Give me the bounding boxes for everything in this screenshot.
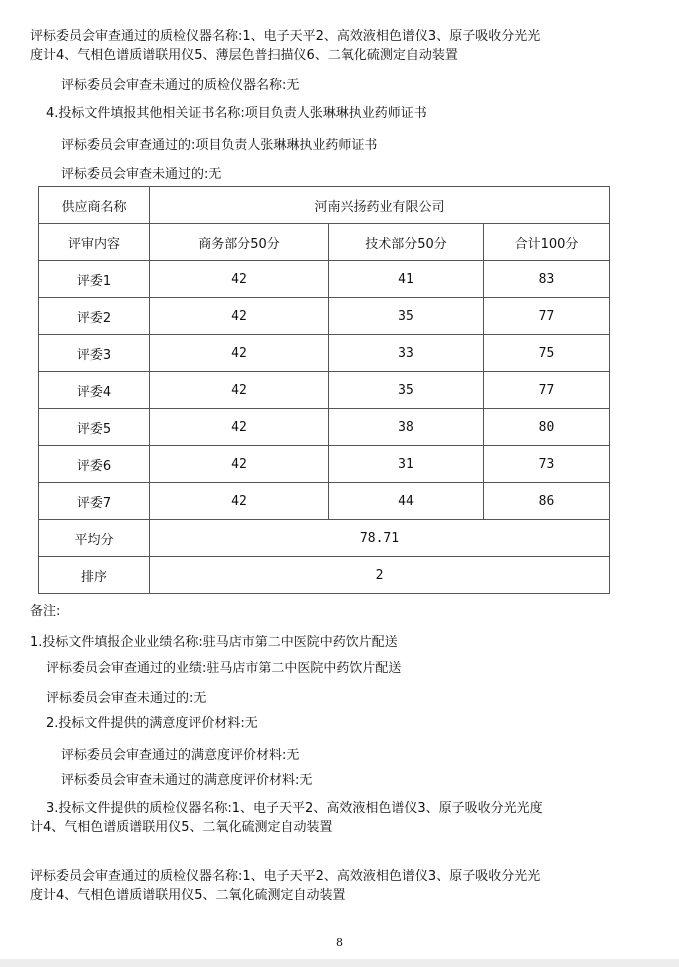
rank-label: 排序	[39, 557, 150, 594]
text-line: 3.投标文件提供的质检仪器名称:1、电子天平2、高效液相色谱仪3、原子吸收分光光度	[46, 801, 543, 816]
text-line: 评标委员会审查通过的满意度评价材料:无	[61, 748, 300, 763]
text-line: 评标委员会审查通过的质检仪器名称:1、电子天平2、高效液相色谱仪3、原子吸收分光光	[30, 869, 541, 884]
text-line: 4.投标文件填报其他相关证书名称:项目负责人张琳琳执业药师证书	[46, 106, 427, 121]
text-line: 评标委员会审查通过的业绩:驻马店市第二中医院中药饮片配送	[46, 661, 402, 676]
business-score: 42	[150, 335, 329, 372]
supplier-name: 河南兴扬药业有限公司	[150, 187, 610, 224]
col-tech-header: 技术部分50分	[329, 224, 484, 261]
table-row	[39, 446, 610, 483]
judge-label: 评委1	[39, 261, 150, 298]
average-label: 平均分	[39, 520, 150, 557]
text-line: 计4、气相色谱质谱联用仪5、二氧化硫测定自动装置	[30, 820, 333, 835]
notes-heading: 备注:	[30, 604, 61, 619]
total-score: 80	[484, 409, 610, 446]
tech-score: 31	[329, 446, 484, 483]
business-score: 42	[150, 261, 329, 298]
business-score: 42	[150, 409, 329, 446]
text-line: 评标委员会审查通过的:项目负责人张琳琳执业药师证书	[61, 138, 378, 153]
text-line: 度计4、气相色谱质谱联用仪5、二氧化硫测定自动装置	[30, 888, 346, 903]
col-total-header: 合计100分	[484, 224, 610, 261]
judge-label: 评委4	[39, 372, 150, 409]
page-bottom-edge	[0, 959, 679, 967]
average-row	[39, 520, 610, 557]
total-score: 77	[484, 372, 610, 409]
score-table	[38, 186, 610, 594]
average-value: 78.71	[150, 520, 610, 557]
tech-score: 33	[329, 335, 484, 372]
tech-score: 38	[329, 409, 484, 446]
page-number: 8	[336, 936, 343, 949]
judge-label: 评委3	[39, 335, 150, 372]
tech-score: 41	[329, 261, 484, 298]
text-line: 2.投标文件提供的满意度评价材料:无	[46, 716, 258, 731]
business-score: 42	[150, 372, 329, 409]
supplier-label: 供应商名称	[39, 187, 150, 224]
total-score: 75	[484, 335, 610, 372]
rank-value: 2	[150, 557, 610, 594]
total-score: 77	[484, 298, 610, 335]
table-row	[39, 187, 610, 224]
table-row	[39, 483, 610, 520]
total-score: 83	[484, 261, 610, 298]
judge-label: 评委2	[39, 298, 150, 335]
rank-row	[39, 557, 610, 594]
text-line: 度计4、气相色谱质谱联用仪5、薄层色普扫描仪6、二氧化硫测定自动装置	[30, 48, 458, 63]
tech-score: 44	[329, 483, 484, 520]
text-line: 评标委员会审查通过的质检仪器名称:1、电子天平2、高效液相色谱仪3、原子吸收分光光	[30, 29, 541, 44]
text-line: 1.投标文件填报企业业绩名称:驻马店市第二中医院中药饮片配送	[30, 635, 398, 650]
total-score: 73	[484, 446, 610, 483]
text-line: 评标委员会审查未通过的质检仪器名称:无	[61, 78, 300, 93]
tech-score: 35	[329, 372, 484, 409]
table-row	[39, 372, 610, 409]
business-score: 42	[150, 298, 329, 335]
judge-label: 评委6	[39, 446, 150, 483]
table-row	[39, 298, 610, 335]
content-label: 评审内容	[39, 224, 150, 261]
total-score: 86	[484, 483, 610, 520]
table-header-row	[39, 224, 610, 261]
text-line: 评标委员会审查未通过的满意度评价材料:无	[61, 773, 313, 788]
text-line: 评标委员会审查未通过的:无	[61, 167, 222, 182]
col-business-header: 商务部分50分	[150, 224, 329, 261]
table-row	[39, 335, 610, 372]
business-score: 42	[150, 446, 329, 483]
tech-score: 35	[329, 298, 484, 335]
table-row	[39, 261, 610, 298]
table-row	[39, 409, 610, 446]
judge-label: 评委7	[39, 483, 150, 520]
judge-label: 评委5	[39, 409, 150, 446]
text-line: 评标委员会审查未通过的:无	[46, 691, 207, 706]
business-score: 42	[150, 483, 329, 520]
